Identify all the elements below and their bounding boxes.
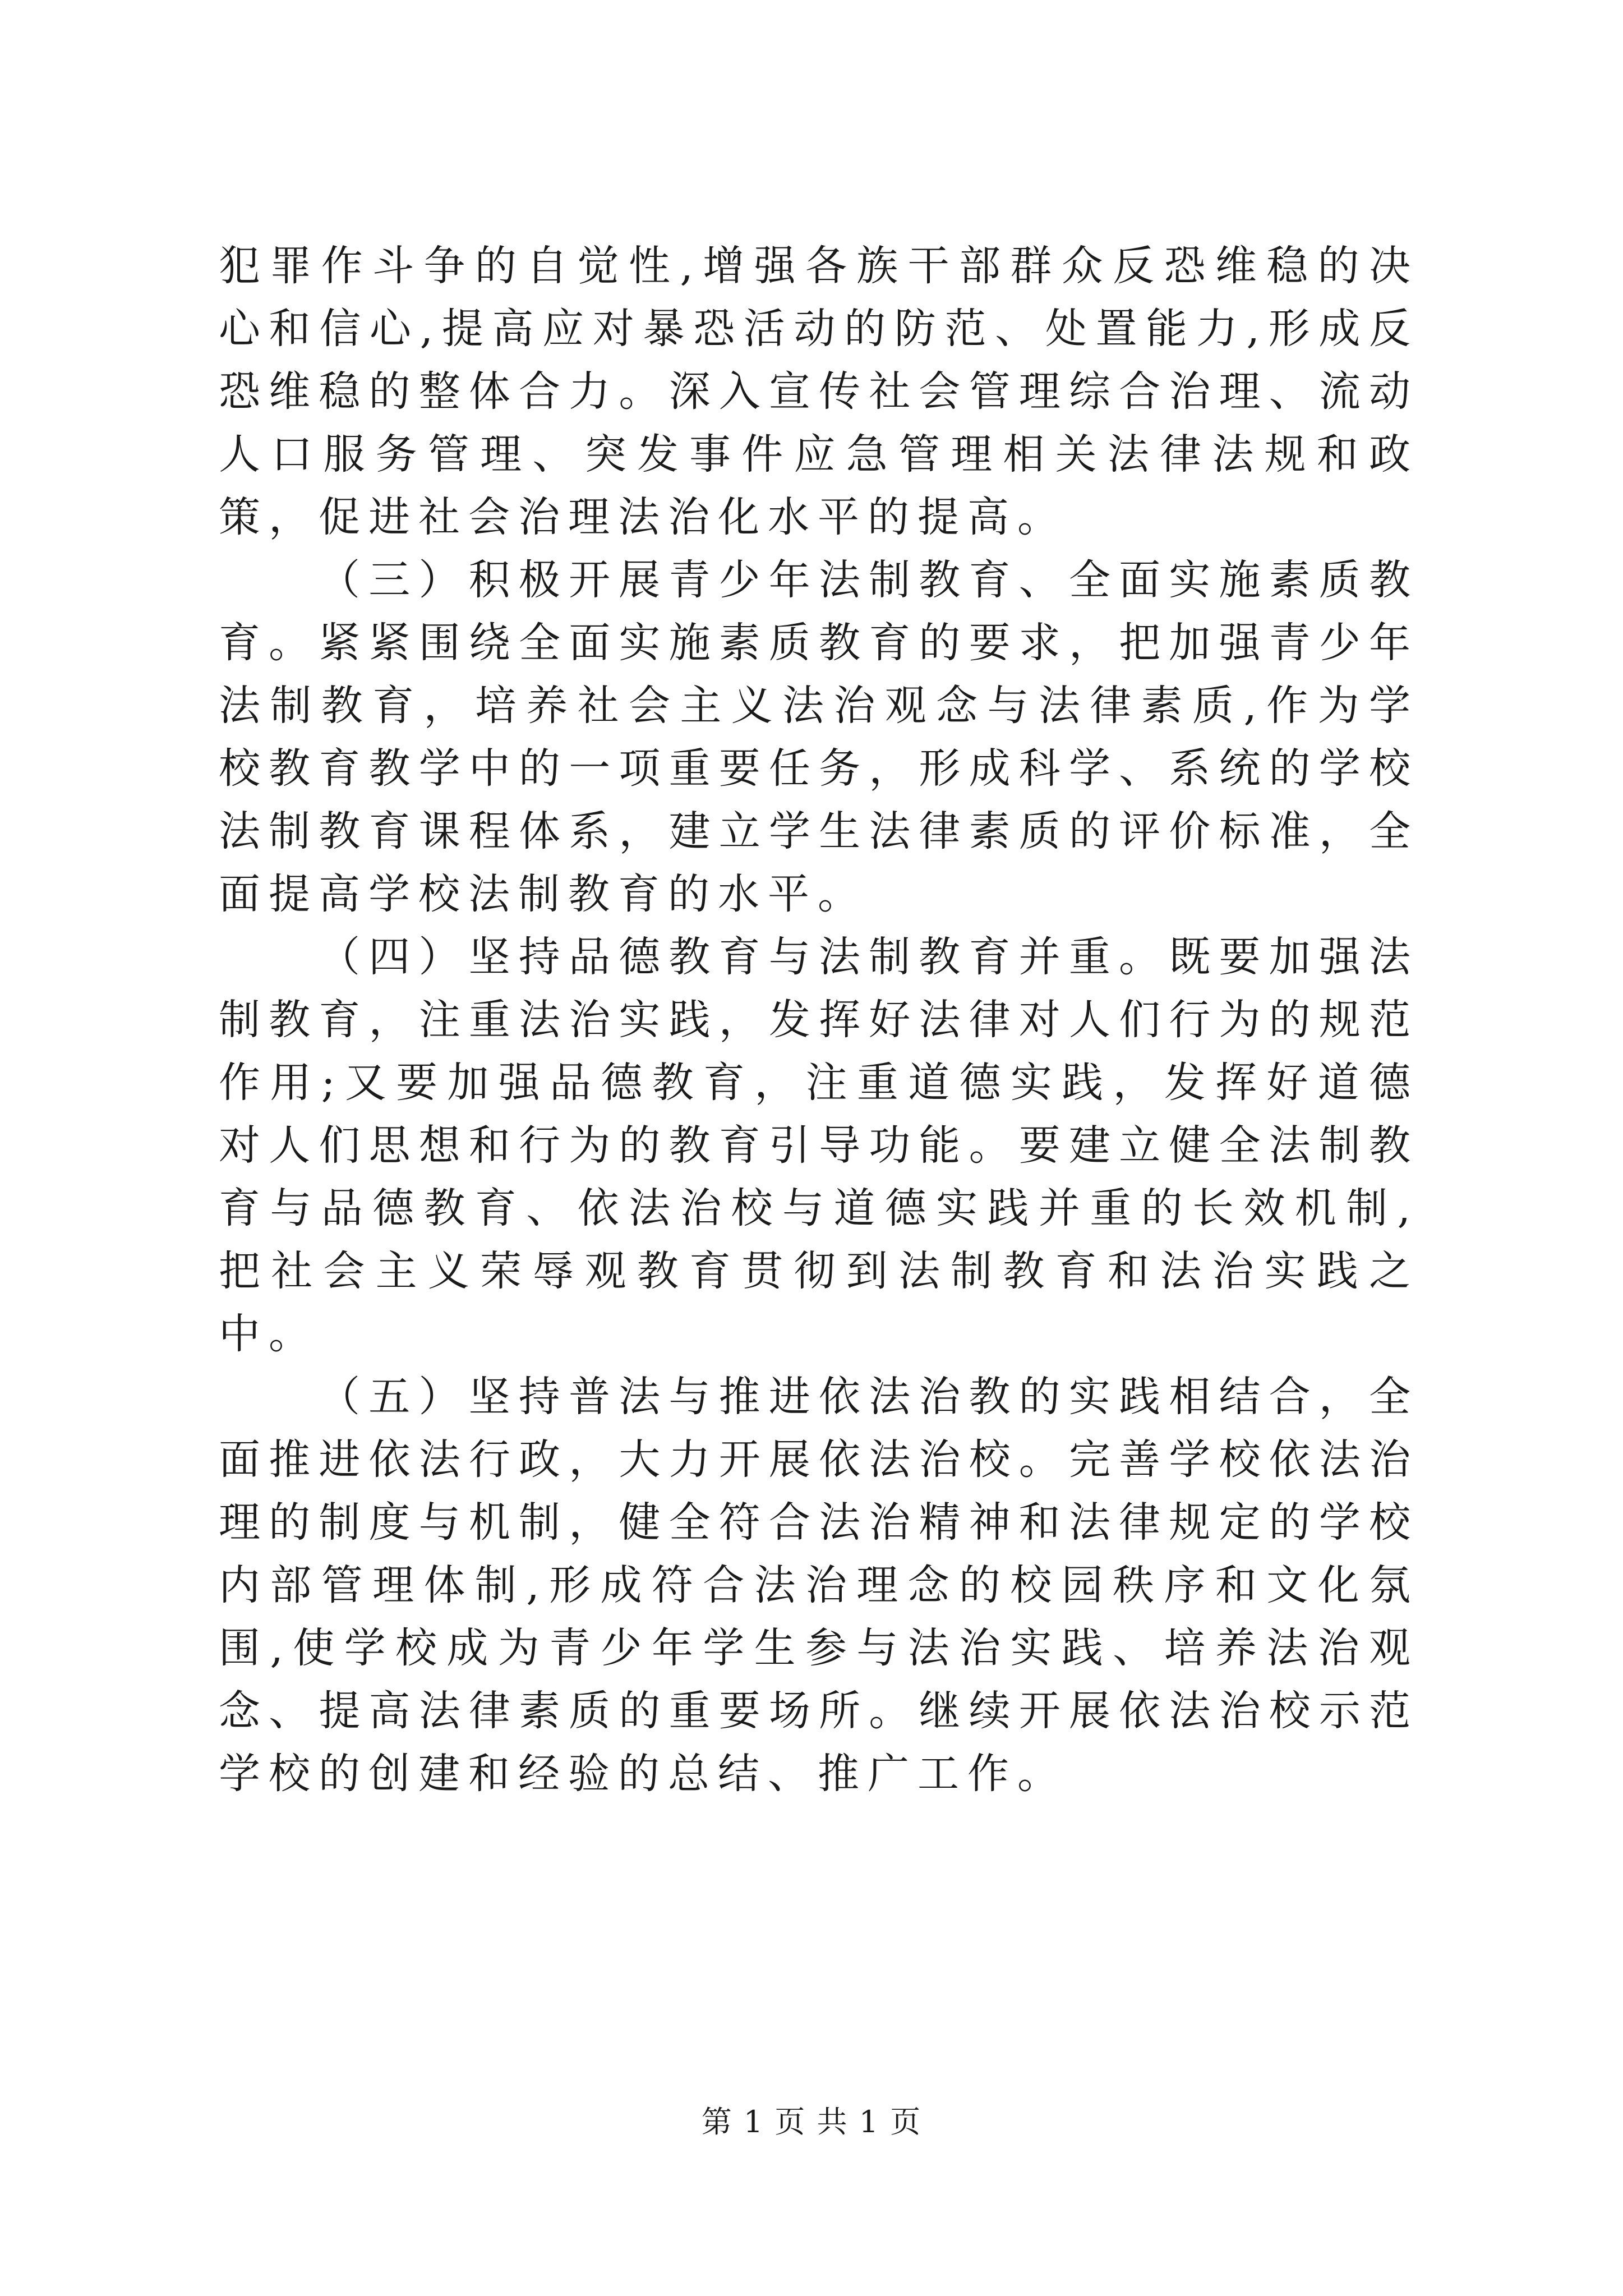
paragraph-section-4: （四）坚持品德教育与法制教育并重。既要加强法制教育，注重法治实践，发挥好法律对人们行为的规范作用;又要加强品德教育，注重道德实践，发挥好道德对人们思想和行为的教育引导功能。要建立健全法制教育与品德教育、依法治校与道德实践并重的长效机制,把社会主义荣辱观教育贯彻到法制教育和法治实践之中。 bbox=[219, 933, 1419, 1358]
paragraph-continued: 犯罪作斗争的自觉性,增强各族干部群众反恐维稳的决心和信心,提高应对暴恐活动的防范、处置能力,形成反恐维稳的整体合力。深入宣传社会管理综合治理、流动人口服务管理、突发事件应急管理相关法律法规和政策，促进社会治理法治化水平的提高。 bbox=[219, 242, 1419, 541]
body-text bbox=[219, 234, 1419, 1805]
paragraph-section-3: （三）积极开展青少年法制教育、全面实施素质教育。紧紧围绕全面实施素质教育的要求，把加强青少年法制教育，培养社会主义法治观念与法律素质,作为学校教育教学中的一项重要任务，形成科学、系统的学校法制教育课程体系，建立学生法律素质的评价标准，全面提高学校法制教育的水平。 bbox=[219, 556, 1419, 918]
paragraph-section-5: （五）坚持普法与推进依法治教的实践相结合，全面推进依法行政，大力开展依法治校。完善学校依法治理的制度与机制，健全符合法治精神和法律规定的学校内部管理体制,形成符合法治理念的校园秩序和文化氛围,使学校成为青少年学生参与法治实践、培养法治观念、提高法律素质的重要场所。继续开展依法治校示范学校的创建和经验的总结、推广工作。 bbox=[219, 1373, 1419, 1798]
page-number-footer: 第 1 页 共 1 页 bbox=[701, 2104, 922, 2139]
